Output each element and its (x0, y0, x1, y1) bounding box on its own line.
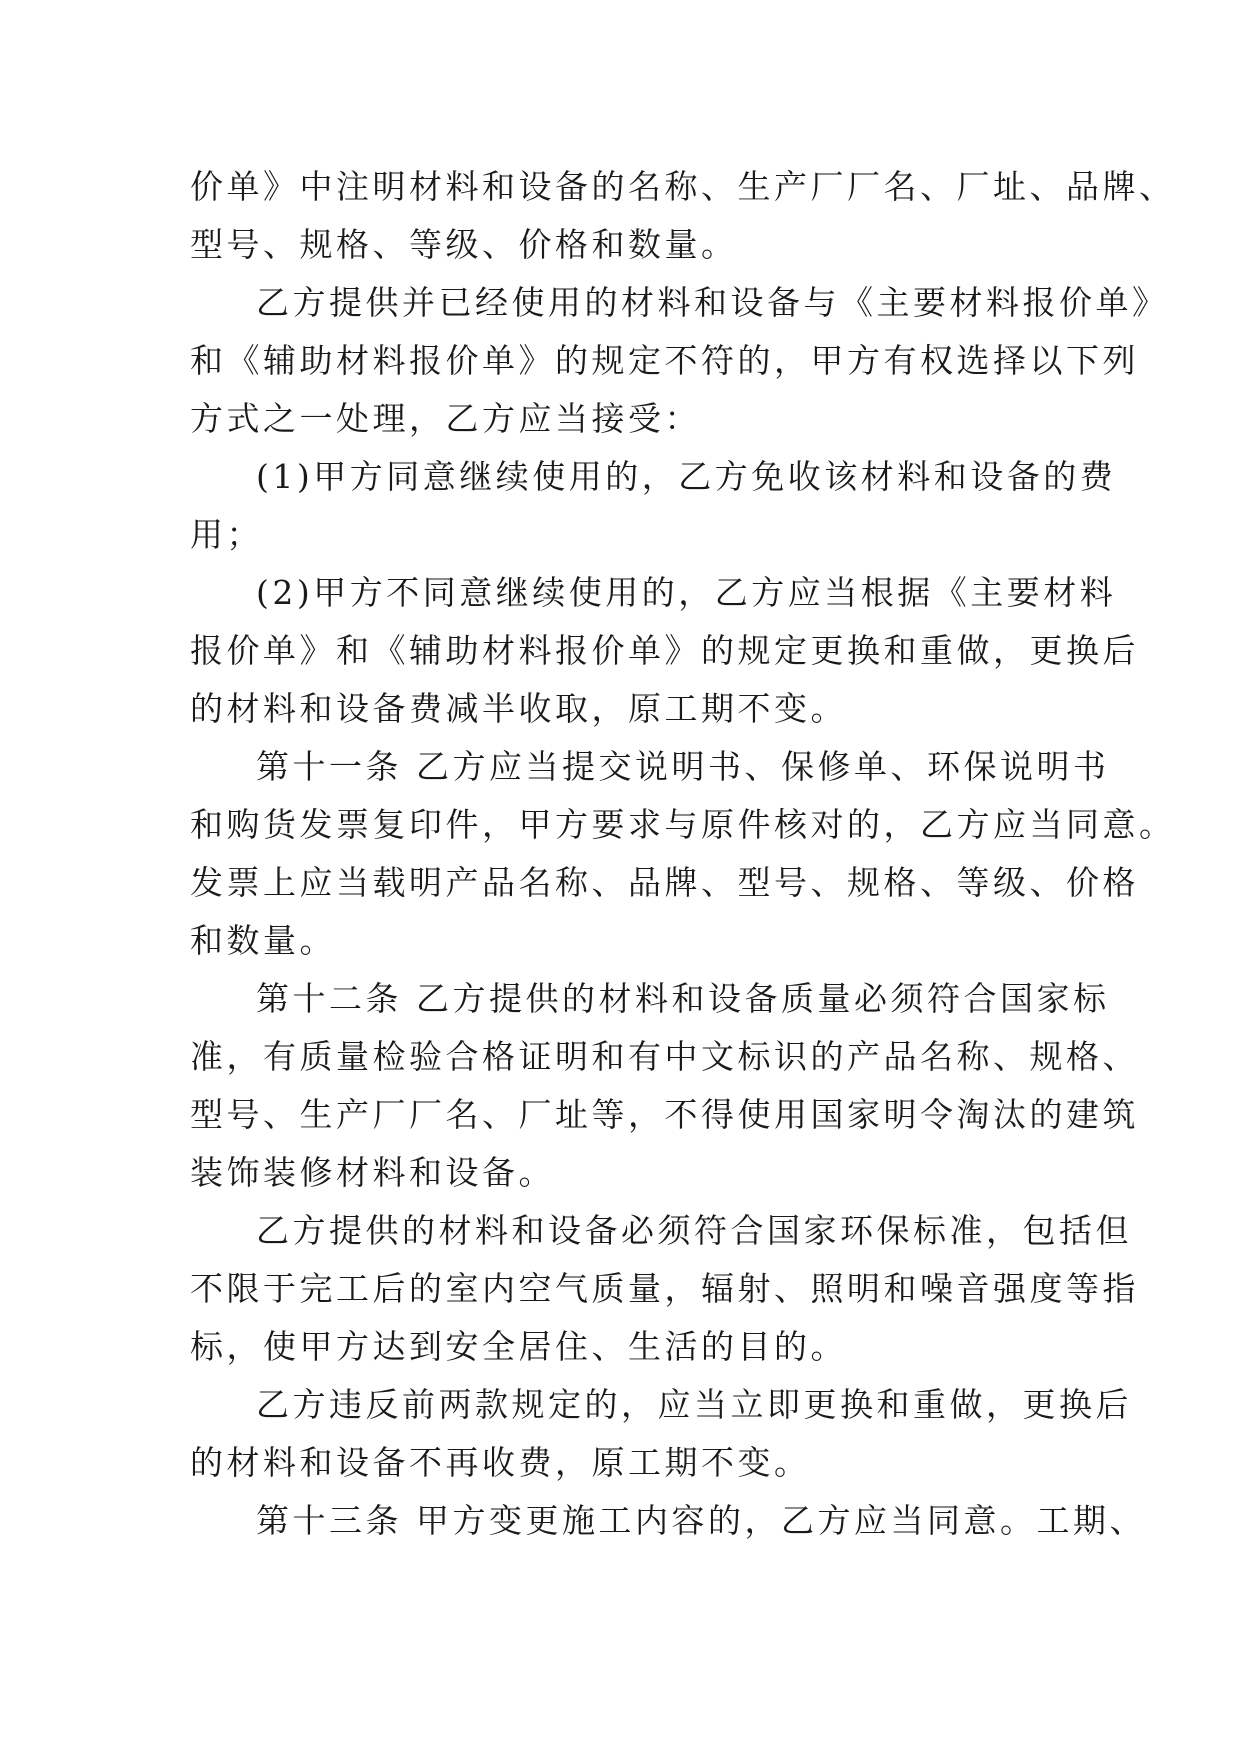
paragraph-start-line: 乙方提供并已经使用的材料和设备与《主要材料报价单》 (256, 283, 1169, 322)
paragraph-start-line: 乙方提供的材料和设备必须符合国家环保标准，包括但 (256, 1211, 1132, 1250)
text-line: 和购货发票复印件，甲方要求与原件核对的，乙方应当同意。 (190, 805, 1176, 844)
text-line: 型号、生产厂厂名、厂址等，不得使用国家明令淘汰的建筑 (190, 1095, 1139, 1134)
text-line: 不限于完工后的室内空气质量，辐射、照明和噪音强度等指 (190, 1269, 1139, 1308)
text-line: 的材料和设备不再收费，原工期不变。 (190, 1443, 811, 1482)
text-line: 价单》中注明材料和设备的名称、生产厂厂名、厂址、品牌、 (190, 167, 1176, 206)
text-line: 和《辅助材料报价单》的规定不符的，甲方有权选择以下列 (190, 341, 1139, 380)
text-line: 准，有质量检验合格证明和有中文标识的产品名称、规格、 (190, 1037, 1139, 1076)
text-line: 标，使甲方达到安全居住、生活的目的。 (190, 1327, 847, 1366)
paragraph-start-line: 乙方违反前两款规定的，应当立即更换和重做，更换后 (256, 1385, 1132, 1424)
list-item-1-line: (1)甲方同意继续使用的，乙方免收该材料和设备的费 (256, 457, 1117, 496)
text-line: 装饰装修材料和设备。 (190, 1153, 555, 1192)
text-line: 方式之一处理，乙方应当接受： (190, 399, 701, 438)
text-line: 发票上应当载明产品名称、品牌、型号、规格、等级、价格 (190, 863, 1139, 902)
text-line: 的材料和设备费减半收取，原工期不变。 (190, 689, 847, 728)
article-11-line: 第十一条 乙方应当提交说明书、保修单、环保说明书 (256, 747, 1110, 786)
text-line: 报价单》和《辅助材料报价单》的规定更换和重做，更换后 (190, 631, 1139, 670)
text-line: 型号、规格、等级、价格和数量。 (190, 225, 738, 264)
document-body (190, 158, 1176, 1550)
article-12-line: 第十二条 乙方提供的材料和设备质量必须符合国家标 (256, 979, 1110, 1018)
text-line: 和数量。 (190, 921, 336, 960)
list-item-2-line: (2)甲方不同意继续使用的，乙方应当根据《主要材料 (256, 573, 1117, 612)
text-line: 用； (190, 515, 263, 554)
article-13-line: 第十三条 甲方变更施工内容的，乙方应当同意。工期、 (256, 1501, 1146, 1540)
